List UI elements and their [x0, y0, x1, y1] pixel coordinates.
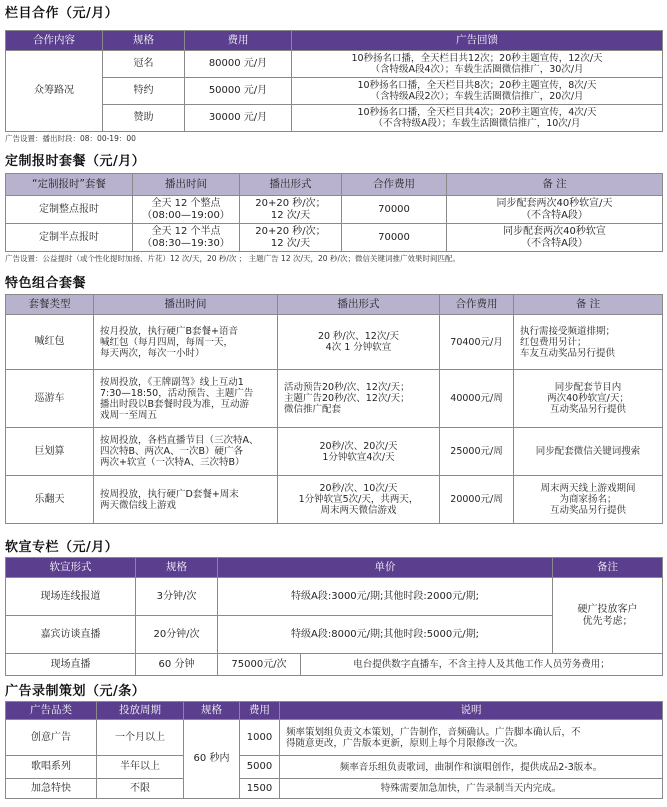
remark-cell: 执行需接受频道排期； 红包费用另计； 车友互动奖品另行提供 — [514, 315, 663, 370]
package-name: 定制半点报时 — [6, 224, 133, 252]
header-cell: 播出时间 — [94, 295, 278, 315]
broadcast-time: 按月投放，执行硬广B套餐+语音 喊红包（每月四周，每周一天， 每天两次，每次一小时） — [94, 315, 278, 370]
header-cell: 规格 — [184, 702, 240, 720]
fee-cell: 70000 — [342, 224, 447, 252]
fee-cell: 50000 元/月 — [185, 78, 292, 105]
ad-category: 加急特快 — [6, 779, 97, 799]
spec-cell: 3分钟/次 — [136, 578, 218, 616]
fee-cell: 20000元/周 — [440, 476, 514, 524]
header-cell: 说明 — [280, 702, 663, 720]
combo-table — [5, 294, 663, 524]
promo-form: 现场连线报道 — [6, 578, 136, 616]
section-column-cooperation — [5, 6, 663, 144]
spec-cell: 特约 — [103, 78, 185, 105]
ad-category: 歌唱系列 — [6, 756, 97, 779]
fee-cell: 5000 — [240, 756, 280, 779]
header-cell: 规格 — [136, 558, 218, 578]
combo-type: 巨划算 — [6, 428, 94, 476]
ad-production-table — [5, 701, 663, 799]
feedback-cell: 10秒扬名口播，全天栏目共8次；20秒主题宣传，8次/天 （含特级A段2次）；车载生活圈微信推广，20次/月 — [292, 78, 663, 105]
spec-cell: 20分钟/次 — [136, 616, 218, 654]
combo-type: 喊红包 — [6, 315, 94, 370]
ad-period: 一个月以上 — [97, 720, 184, 756]
combo-type: 乐翻天 — [6, 476, 94, 524]
fee-cell: 70400元/月 — [440, 315, 514, 370]
remark-cell: 同步配套两次40秒软宣/天 （不含特A段） — [447, 196, 663, 224]
header-cell: 单价 — [218, 558, 553, 578]
fee-cell: 75000元/次 — [218, 654, 301, 676]
header-cell: 备 注 — [447, 174, 663, 196]
broadcast-time: 按周投放，执行硬广D套餐+周末 两天微信线上游戏 — [94, 476, 278, 524]
ad-period: 不限 — [97, 779, 184, 799]
fee-cell: 1500 — [240, 779, 280, 799]
fee-cell: 1000 — [240, 720, 280, 756]
remark-cell: 硬广投放客户 优先考虑； — [553, 578, 663, 654]
section-title: 软宣专栏（元/月） — [5, 540, 119, 555]
soft-promo-table — [5, 557, 663, 676]
section-special-combo — [5, 276, 663, 524]
feedback-cell: 10秒扬名口播，全天栏目共12次；20秒主题宣传，12次/天 （含特级A段4次）；车载生活圈微信推广，30次/月 — [292, 51, 663, 78]
header-cell: 投放周期 — [97, 702, 184, 720]
fee-cell: 40000元/周 — [440, 370, 514, 428]
fee-cell: 25000元/周 — [440, 428, 514, 476]
header-cell: 播出形式 — [240, 174, 342, 196]
cooperation-table — [5, 30, 663, 132]
section-title: 栏目合作（元/月） — [5, 6, 119, 21]
time-package-table — [5, 173, 663, 252]
ad-category: 创意广告 — [6, 720, 97, 756]
desc-cell: 频率音乐组负责歌词，曲制作和演唱创作，提供成品2-3版本。 — [280, 756, 663, 779]
header-cell: 套餐类型 — [6, 295, 94, 315]
broadcast-form: 20+20 秒/次； 12 次/天 — [240, 196, 342, 224]
promo-form: 嘉宾访谈直播 — [6, 616, 136, 654]
header-cell: 播出时间 — [133, 174, 240, 196]
price-cell: 特级A段:8000元/期;其他时段:5000元/期; — [218, 616, 553, 654]
combo-type: 巡游车 — [6, 370, 94, 428]
header-cell: 合作费用 — [440, 295, 514, 315]
program-name: 众筹路况 — [6, 51, 103, 132]
header-cell: 合作费用 — [342, 174, 447, 196]
header-cell: 播出形式 — [278, 295, 440, 315]
broadcast-time: 按周投放，《王牌副驾》线上互动1 7:30—18:50，活动预告、主题广告 播出时段以B套餐时段为准，互动游 戏周一至周五 — [94, 370, 278, 428]
section-note: 广告设置：公益提时（或个性化提时加扬、片花）12 次/天，20 秒/次 ； 主题广告 12 次/天，20 秒/次；微信关键词推广效果时间匹配。 — [5, 254, 460, 263]
spec-cell: 赞助 — [103, 105, 185, 132]
ad-period: 半年以上 — [97, 756, 184, 779]
section-title: 特色组合套餐 — [5, 276, 87, 291]
broadcast-time: 按周投放，各档直播节目（三次特A、 四次特B、两次A、一次B）硬广各 两次+软宣（一次特A、三次特B） — [94, 428, 278, 476]
section-soft-promo — [5, 540, 663, 676]
broadcast-form: 活动预告20秒/次、12次/天； 主题广告20秒/次、12次/天； 微信推广配套 — [278, 370, 440, 428]
section-title: 定制报时套餐（元/月） — [5, 154, 146, 169]
header-cell: 软宣形式 — [6, 558, 136, 578]
section-custom-time-package — [5, 154, 663, 264]
header-cell: 广告回馈 — [292, 31, 663, 51]
spec-cell: 冠名 — [103, 51, 185, 78]
fee-cell: 70000 — [342, 196, 447, 224]
broadcast-form: 20 秒/次、12次/天 4次 1 分钟软宣 — [278, 315, 440, 370]
remark-cell: 同步配套节目内 两次40秒软宣/天； 互动奖品另行提供 — [514, 370, 663, 428]
desc-cell: 特殊需要加急加快，广告录制当天内完成。 — [280, 779, 663, 799]
header-cell: 广告品类 — [6, 702, 97, 720]
remark-cell: 同步配套两次40秒软宣 （不含特A段） — [447, 224, 663, 252]
section-ad-production — [5, 684, 663, 799]
section-note: 广告设置：播出时段：08：00-19：00 — [5, 134, 136, 143]
feedback-cell: 10秒扬名口播，全天栏目共4次；20秒主题宣传，4次/天 （不含特级A段）；车载生活圈微信推广，10次/月 — [292, 105, 663, 132]
price-cell: 特级A段:3000元/期;其他时段:2000元/期; — [218, 578, 553, 616]
promo-form: 现场直播 — [6, 654, 136, 676]
section-title: 广告录制策划（元/条） — [5, 684, 146, 699]
broadcast-time: 全天 12 个整点 （08:00—19:00） — [133, 196, 240, 224]
broadcast-form: 20秒/次、20次/天 1分钟软宣4次/天 — [278, 428, 440, 476]
package-name: 定制整点报时 — [6, 196, 133, 224]
remark-cell: 同步配套微信关键词搜索 — [514, 428, 663, 476]
header-cell: 备 注 — [514, 295, 663, 315]
header-cell: 费用 — [240, 702, 280, 720]
broadcast-form: 20秒/次、10次/天 1分钟软宣5次/天，共两天， 周末两天微信游戏 — [278, 476, 440, 524]
header-cell: “定制报时”套餐 — [6, 174, 133, 196]
broadcast-form: 20+20 秒/次； 12 次/天 — [240, 224, 342, 252]
header-cell: 规格 — [103, 31, 185, 51]
header-cell: 备注 — [553, 558, 663, 578]
remark-cell: 周末两天线上游戏期间 为商家扬名； 互动奖品另行提供 — [514, 476, 663, 524]
fee-cell: 80000 元/月 — [185, 51, 292, 78]
fee-cell: 30000 元/月 — [185, 105, 292, 132]
spec-cell: 60 秒内 — [184, 720, 240, 799]
spec-cell: 60 分钟 — [136, 654, 218, 676]
header-cell: 费用 — [185, 31, 292, 51]
broadcast-time: 全天 12 个半点 （08:30—19:30） — [133, 224, 240, 252]
header-cell: 合作内容 — [6, 31, 103, 51]
live-desc: 电台提供数字直播车，不含主持人及其他工作人员劳务费用； — [301, 654, 663, 676]
desc-cell: 频率策划组负责文本策划，广告制作，音频确认。广告脚本确认后，不 得随意更改，广告版本更新，原则上每个月限修改一次。 — [280, 720, 663, 756]
